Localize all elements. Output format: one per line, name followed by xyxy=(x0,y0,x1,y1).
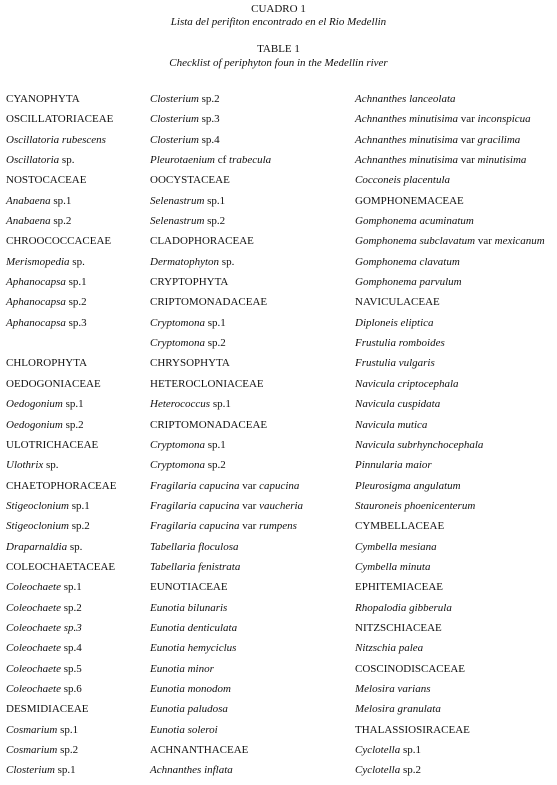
species-qualifier: sp.2 xyxy=(204,215,226,228)
species-entry xyxy=(355,174,555,194)
table-title: TABLE 1 xyxy=(257,43,300,55)
species-entry xyxy=(6,744,146,764)
species-name: Gomphonema acuminatum xyxy=(355,215,474,228)
variety-name: inconspicua xyxy=(477,113,531,126)
species-name: Cryptomona xyxy=(150,438,205,451)
species-qualifier: sp.6 xyxy=(60,682,82,695)
species-entry xyxy=(355,764,555,784)
species-qualifier: sp.2 xyxy=(68,520,90,533)
species-name: Coleochaete xyxy=(6,682,61,695)
species-name: Eunotia bilunaris xyxy=(150,601,228,614)
taxon-group-heading: HETEROCLONIACEAE xyxy=(150,377,264,390)
species-entry xyxy=(6,642,146,662)
species-name: Oedogonium xyxy=(6,398,63,411)
species-name: Tabellaria floculosa xyxy=(150,540,239,553)
species-entry xyxy=(355,317,555,337)
species-name: Cyclotella xyxy=(355,764,401,777)
species-entry xyxy=(6,602,146,622)
species-name: Navicula mutica xyxy=(355,418,428,431)
species-entry xyxy=(355,642,555,662)
species-entry xyxy=(355,93,555,113)
species-qualifier: sp.1 xyxy=(204,194,226,207)
species-qualifier: var xyxy=(457,113,478,126)
species-entry xyxy=(6,622,146,642)
variety-name: capucina xyxy=(259,479,300,492)
species-name: Fragilaria capucina xyxy=(150,479,240,492)
species-entry xyxy=(355,561,555,581)
species-name: Eunotia minor xyxy=(150,662,214,675)
species-name: Cosmarium xyxy=(6,723,58,736)
taxon-group-heading: OSCILLATORIACEAE xyxy=(6,113,114,126)
species-qualifier: sp.1 xyxy=(60,581,82,594)
blank-row xyxy=(6,337,146,357)
species-name: Melosira granulata xyxy=(355,703,441,716)
taxon-group-heading: EUNOTIACEAE xyxy=(150,581,228,594)
species-name: Rhopalodia gibberula xyxy=(355,601,452,614)
species-entry xyxy=(150,215,350,235)
species-entry xyxy=(355,134,555,154)
variety-name: gracilima xyxy=(477,133,521,146)
taxon-group-heading: CHROOCOCCACEAE xyxy=(6,235,112,248)
species-entry xyxy=(6,663,146,683)
species-qualifier: sp.5 xyxy=(60,662,82,675)
species-qualifier: sp. xyxy=(43,459,59,472)
species-qualifier: var xyxy=(239,520,260,533)
species-entry xyxy=(6,541,146,561)
species-name: Anabaena xyxy=(6,194,51,207)
species-name: Cryptomona xyxy=(150,459,205,472)
species-name: Ulothrix xyxy=(6,459,44,472)
species-entry xyxy=(6,215,146,235)
species-name: Achnanthes minutisima xyxy=(355,133,458,146)
species-entry xyxy=(355,439,555,459)
species-entry xyxy=(150,93,350,113)
taxon-group-heading: CRIPTOMONADACEAE xyxy=(150,418,268,431)
species-entry xyxy=(6,195,146,215)
species-name: Cryptomona xyxy=(150,316,205,329)
taxon-group-heading: NITZSCHIACEAE xyxy=(355,621,442,634)
species-entry xyxy=(355,419,555,439)
species-entry xyxy=(150,622,350,642)
variety-name: vaucheria xyxy=(259,499,304,512)
taxon-group-heading: EPHITEMIACEAE xyxy=(355,581,443,594)
species-name: Gomphonema parvulum xyxy=(355,276,462,289)
species-name: Achnanthes minutisima xyxy=(355,113,458,126)
species-name: Fragilaria capucina xyxy=(150,520,240,533)
species-name: Gomphonema subclavatum xyxy=(355,235,476,248)
species-entry xyxy=(150,683,350,703)
species-name: Selenastrum xyxy=(150,194,205,207)
taxon-group-heading: CLADOPHORACEAE xyxy=(150,235,254,248)
species-name: Stigeoclonium xyxy=(6,520,69,533)
species-qualifier: sp.2 xyxy=(57,744,79,756)
species-name: Oscillatoria xyxy=(6,154,60,167)
species-qualifier: sp.4 xyxy=(60,642,82,655)
species-entry xyxy=(355,500,555,520)
species-entry xyxy=(6,724,146,744)
species-entry xyxy=(6,500,146,520)
variety-name: minutisima xyxy=(477,154,527,167)
species-entry xyxy=(355,215,555,235)
species-entry xyxy=(150,703,350,723)
species-name: Coleochaete xyxy=(6,662,61,675)
species-qualifier: cf xyxy=(214,154,230,167)
species-entry xyxy=(150,317,350,337)
species-entry xyxy=(6,296,146,316)
species-qualifier: sp.3 xyxy=(65,316,87,329)
species-name: Pinnularia maior xyxy=(355,459,432,472)
taxon-group-heading: CHRYSOPHYTA xyxy=(150,357,230,370)
species-qualifier: sp.2 xyxy=(62,418,84,431)
species-qualifier: sp.1 xyxy=(210,398,231,411)
taxon-group-heading: CHLOROPHYTA xyxy=(6,357,88,370)
species-qualifier: sp.1 xyxy=(68,499,90,512)
species-name: Eunotia hemyciclus xyxy=(150,642,237,655)
taxon-group-heading: ACHNANTHACEAE xyxy=(150,744,249,756)
species-name: Cocconeis placentula xyxy=(355,174,451,187)
species-name: Coleochaete sp.3 xyxy=(6,621,82,634)
species-name: Eunotia paludosa xyxy=(150,703,228,716)
species-entry xyxy=(355,744,555,764)
species-entry xyxy=(355,276,555,296)
species-entry xyxy=(150,764,350,784)
species-entry xyxy=(6,317,146,337)
species-name: Cosmarium xyxy=(6,744,58,756)
species-entry xyxy=(355,337,555,357)
species-qualifier: sp. xyxy=(69,255,85,268)
species-entry xyxy=(6,581,146,601)
species-qualifier: sp.1 xyxy=(57,723,79,736)
variety-name: trabecula xyxy=(229,154,272,167)
species-qualifier: var xyxy=(475,235,495,248)
species-name: Gomphonema clavatum xyxy=(355,255,460,268)
species-name: Stauroneis phoenicenterum xyxy=(355,499,476,512)
species-qualifier: sp.4 xyxy=(198,133,220,146)
species-entry xyxy=(355,683,555,703)
taxon-group-heading: CHAETOPHORACEAE xyxy=(6,479,117,492)
species-name: Coleochaete xyxy=(6,581,61,594)
species-name: Closterium xyxy=(150,93,199,105)
species-qualifier: sp.1 xyxy=(65,276,87,289)
taxon-group-heading: OOCYSTACEAE xyxy=(150,174,230,187)
species-qualifier: sp.2 xyxy=(205,337,226,350)
species-name: Stigeoclonium xyxy=(6,499,69,512)
cuadro-subtitle: Lista del perifiton encontrado en el Rio Medellin xyxy=(170,16,387,28)
species-qualifier: var xyxy=(457,133,478,146)
species-name: Cymbella mesiana xyxy=(355,540,437,553)
species-qualifier: sp.2 xyxy=(198,93,220,105)
species-name: Draparnaldia xyxy=(6,540,68,553)
taxon-group-heading: CRIPTOMONADACEAE xyxy=(150,296,268,309)
species-name: Melosira varians xyxy=(355,682,431,695)
species-entry xyxy=(150,134,350,154)
species-name: Cryptomona xyxy=(150,337,205,350)
column-2 xyxy=(150,93,350,785)
species-qualifier: sp.2 xyxy=(205,459,226,472)
taxon-group-heading: GOMPHONEMACEAE xyxy=(355,194,464,207)
species-name: Eunotia soleroi xyxy=(150,723,218,736)
species-name: Coleochaete xyxy=(6,642,61,655)
species-name: Navicula criptocephala xyxy=(355,377,459,390)
species-qualifier: var xyxy=(457,154,478,167)
species-name: Closterium xyxy=(150,133,199,146)
species-entry xyxy=(355,541,555,561)
species-qualifier: var xyxy=(239,479,260,492)
species-name: Pleurotaenium xyxy=(150,154,215,167)
species-qualifier: sp. xyxy=(219,255,235,268)
species-qualifier: sp.3 xyxy=(198,113,220,126)
species-name: Eunotia denticulata xyxy=(150,621,238,634)
taxon-group-heading: NAVICULACEAE xyxy=(355,296,440,309)
species-name: Eunotia monodom xyxy=(150,682,231,695)
variety-name: rumpens xyxy=(259,520,297,533)
taxon-group-heading: CYANOPHYTA xyxy=(6,93,80,105)
species-qualifier: sp.2 xyxy=(50,215,72,228)
species-entry xyxy=(150,113,350,133)
species-entry xyxy=(150,642,350,662)
species-qualifier: sp.2 xyxy=(60,601,82,614)
species-name: Merismopedia xyxy=(6,255,70,268)
species-qualifier: sp.1 xyxy=(205,316,226,329)
species-name: Pleurosigma angulatum xyxy=(355,479,461,492)
species-entry xyxy=(6,134,146,154)
species-name: Closterium xyxy=(6,764,55,777)
species-name: Diploneis eliptica xyxy=(355,316,434,329)
species-name: Aphanocapsa xyxy=(6,276,66,289)
table-subtitle: Checklist of periphyton foun in the Medellin river xyxy=(169,57,388,69)
species-entry xyxy=(150,520,350,540)
species-entry xyxy=(150,602,350,622)
species-entry xyxy=(355,235,555,255)
species-name: Achnanthes minutisima xyxy=(355,154,458,167)
cuadro-title: CUADRO 1 xyxy=(251,3,306,15)
species-entry xyxy=(150,256,350,276)
species-entry xyxy=(355,256,555,276)
species-name: Navicula subrhynchocephala xyxy=(355,438,484,451)
species-entry xyxy=(150,195,350,215)
species-name: Heterococcus xyxy=(150,398,211,411)
species-entry xyxy=(355,459,555,479)
column-1 xyxy=(6,93,146,785)
species-entry xyxy=(355,378,555,398)
species-entry xyxy=(6,276,146,296)
species-qualifier: sp. xyxy=(67,540,83,553)
species-entry xyxy=(355,480,555,500)
species-entry xyxy=(150,541,350,561)
species-entry xyxy=(6,764,146,784)
species-entry xyxy=(355,357,555,377)
species-qualifier: sp. xyxy=(59,154,75,167)
species-name: Oedogonium xyxy=(6,418,63,431)
species-name: Aphanocapsa xyxy=(6,316,66,329)
species-entry xyxy=(6,154,146,174)
species-entry xyxy=(6,459,146,479)
species-name: Fragilaria capucina xyxy=(150,499,240,512)
species-name: Selenastrum xyxy=(150,215,205,228)
species-entry xyxy=(150,480,350,500)
taxon-group-heading: CYMBELLACEAE xyxy=(355,520,445,533)
taxon-group-heading: DESMIDIACEAE xyxy=(6,703,89,716)
species-entry xyxy=(150,337,350,357)
species-name: Anabaena xyxy=(6,215,51,228)
species-name: Frustulia romboides xyxy=(355,337,445,350)
species-qualifier: var xyxy=(239,499,260,512)
taxon-group-heading: COSCINODISCACEAE xyxy=(355,662,466,675)
species-name: Navicula cuspidata xyxy=(355,398,441,411)
species-entry xyxy=(150,439,350,459)
species-entry xyxy=(150,724,350,744)
species-entry xyxy=(6,683,146,703)
species-qualifier: sp.1 xyxy=(205,438,226,451)
species-name: Cyclotella xyxy=(355,744,401,756)
species-qualifier: sp.1 xyxy=(54,764,76,777)
taxon-group-heading: THALASSIOSIRACEAE xyxy=(355,723,470,736)
species-entry xyxy=(6,419,146,439)
species-qualifier: sp.2 xyxy=(65,296,87,309)
species-qualifier: sp.1 xyxy=(50,194,72,207)
species-name: Coleochaete xyxy=(6,601,61,614)
species-entry xyxy=(150,663,350,683)
species-name: Oscillatoria rubescens xyxy=(6,133,106,146)
species-entry xyxy=(6,256,146,276)
species-entry xyxy=(355,602,555,622)
species-name: Aphanocapsa xyxy=(6,296,66,309)
species-qualifier: sp.2 xyxy=(400,764,421,777)
species-name: Tabellaria fenistrata xyxy=(150,560,241,573)
species-entry xyxy=(150,561,350,581)
species-name: Nitzschia palea xyxy=(355,642,424,655)
species-name: Cymbella minuta xyxy=(355,560,431,573)
taxon-group-heading: ULOTRICHACEAE xyxy=(6,438,99,451)
species-name: Achnanthes lanceolata xyxy=(355,93,456,105)
species-entry xyxy=(6,398,146,418)
species-entry xyxy=(355,154,555,174)
species-entry xyxy=(355,113,555,133)
species-entry xyxy=(355,398,555,418)
species-name: Frustulia vulgaris xyxy=(355,357,435,370)
species-qualifier: sp.1 xyxy=(400,744,421,756)
species-name: Achnanthes inflata xyxy=(150,764,233,777)
column-3 xyxy=(355,93,555,785)
taxon-group-heading: COLEOCHAETACEAE xyxy=(6,560,116,573)
species-entry xyxy=(150,459,350,479)
species-entry xyxy=(150,398,350,418)
taxon-group-heading: NOSTOCACEAE xyxy=(6,174,87,187)
species-qualifier: sp.1 xyxy=(62,398,84,411)
taxon-group-heading: CRYPTOPHYTA xyxy=(150,276,229,289)
species-name: Closterium xyxy=(150,113,199,126)
species-name: Dermatophyton xyxy=(150,255,220,268)
species-entry xyxy=(355,703,555,723)
species-entry xyxy=(6,520,146,540)
species-entry xyxy=(150,154,350,174)
variety-name: mexicanum xyxy=(494,235,545,248)
taxon-group-heading: OEDOGONIACEAE xyxy=(6,377,101,390)
species-entry xyxy=(150,500,350,520)
